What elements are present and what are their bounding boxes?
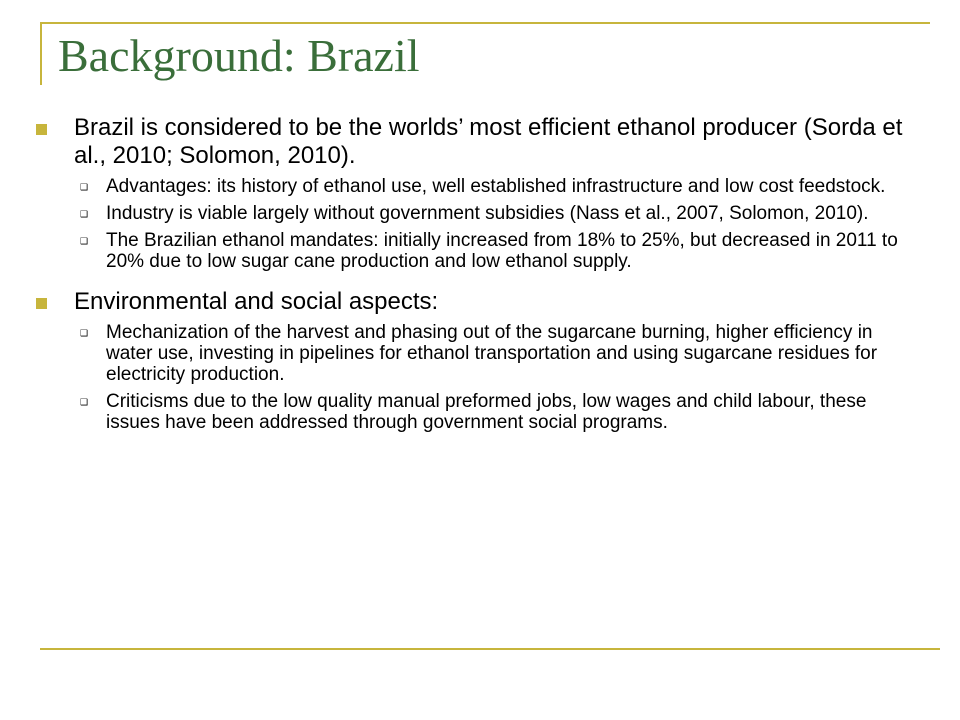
sub-bullet-point bbox=[36, 230, 916, 272]
bullet-point bbox=[36, 114, 916, 170]
sub-bullet-text: Industry is viable largely without government subsidies (Nass et al., 2007, Solomon, 2010). bbox=[106, 203, 869, 224]
frame-left-rule bbox=[40, 22, 42, 85]
bullet-text: Environmental and social aspects: bbox=[74, 288, 439, 315]
bullet-text: Brazil is considered to be the worlds’ most efficient ethanol producer (Sorda et al., 2010; Solomon, 2010). bbox=[74, 114, 903, 169]
hollow-square-bullet-icon: ❑ bbox=[80, 237, 89, 247]
sub-bullet-text: Mechanization of the harvest and phasing out of the sugarcane burning, higher efficiency in water use, investing in pipelines for ethanol transportation and using sugarcane residues for electricity production. bbox=[106, 322, 878, 385]
frame-top-rule bbox=[40, 22, 930, 24]
sub-bullet-point bbox=[36, 391, 916, 433]
slide-body bbox=[36, 114, 916, 433]
hollow-square-bullet-icon: ❑ bbox=[80, 398, 89, 408]
bullet-group-1 bbox=[36, 114, 916, 272]
sub-bullet-text: Advantages: its history of ethanol use, well established infrastructure and low cost feedstock. bbox=[106, 176, 886, 197]
sub-bullet-text: The Brazilian ethanol mandates: initially increased from 18% to 25%, but decreased in 2011 to 20% due to low sugar cane production and low ethanol supply. bbox=[106, 230, 898, 272]
sub-bullet-point bbox=[36, 322, 916, 385]
hollow-square-bullet-icon: ❑ bbox=[80, 210, 89, 220]
square-bullet-icon bbox=[36, 124, 47, 135]
hollow-square-bullet-icon: ❑ bbox=[80, 183, 89, 193]
bullet-point bbox=[36, 288, 916, 316]
sub-bullet-point bbox=[36, 203, 916, 224]
sub-bullet-text: Criticisms due to the low quality manual preformed jobs, low wages and child labour, these issues have been addressed through government social programs. bbox=[106, 391, 867, 433]
square-bullet-icon bbox=[36, 298, 47, 309]
bullet-group-2 bbox=[36, 288, 916, 433]
slide-title: Background: Brazil bbox=[58, 30, 420, 81]
frame-bottom-rule bbox=[40, 648, 940, 650]
sub-bullet-point bbox=[36, 176, 916, 197]
hollow-square-bullet-icon: ❑ bbox=[80, 329, 89, 339]
